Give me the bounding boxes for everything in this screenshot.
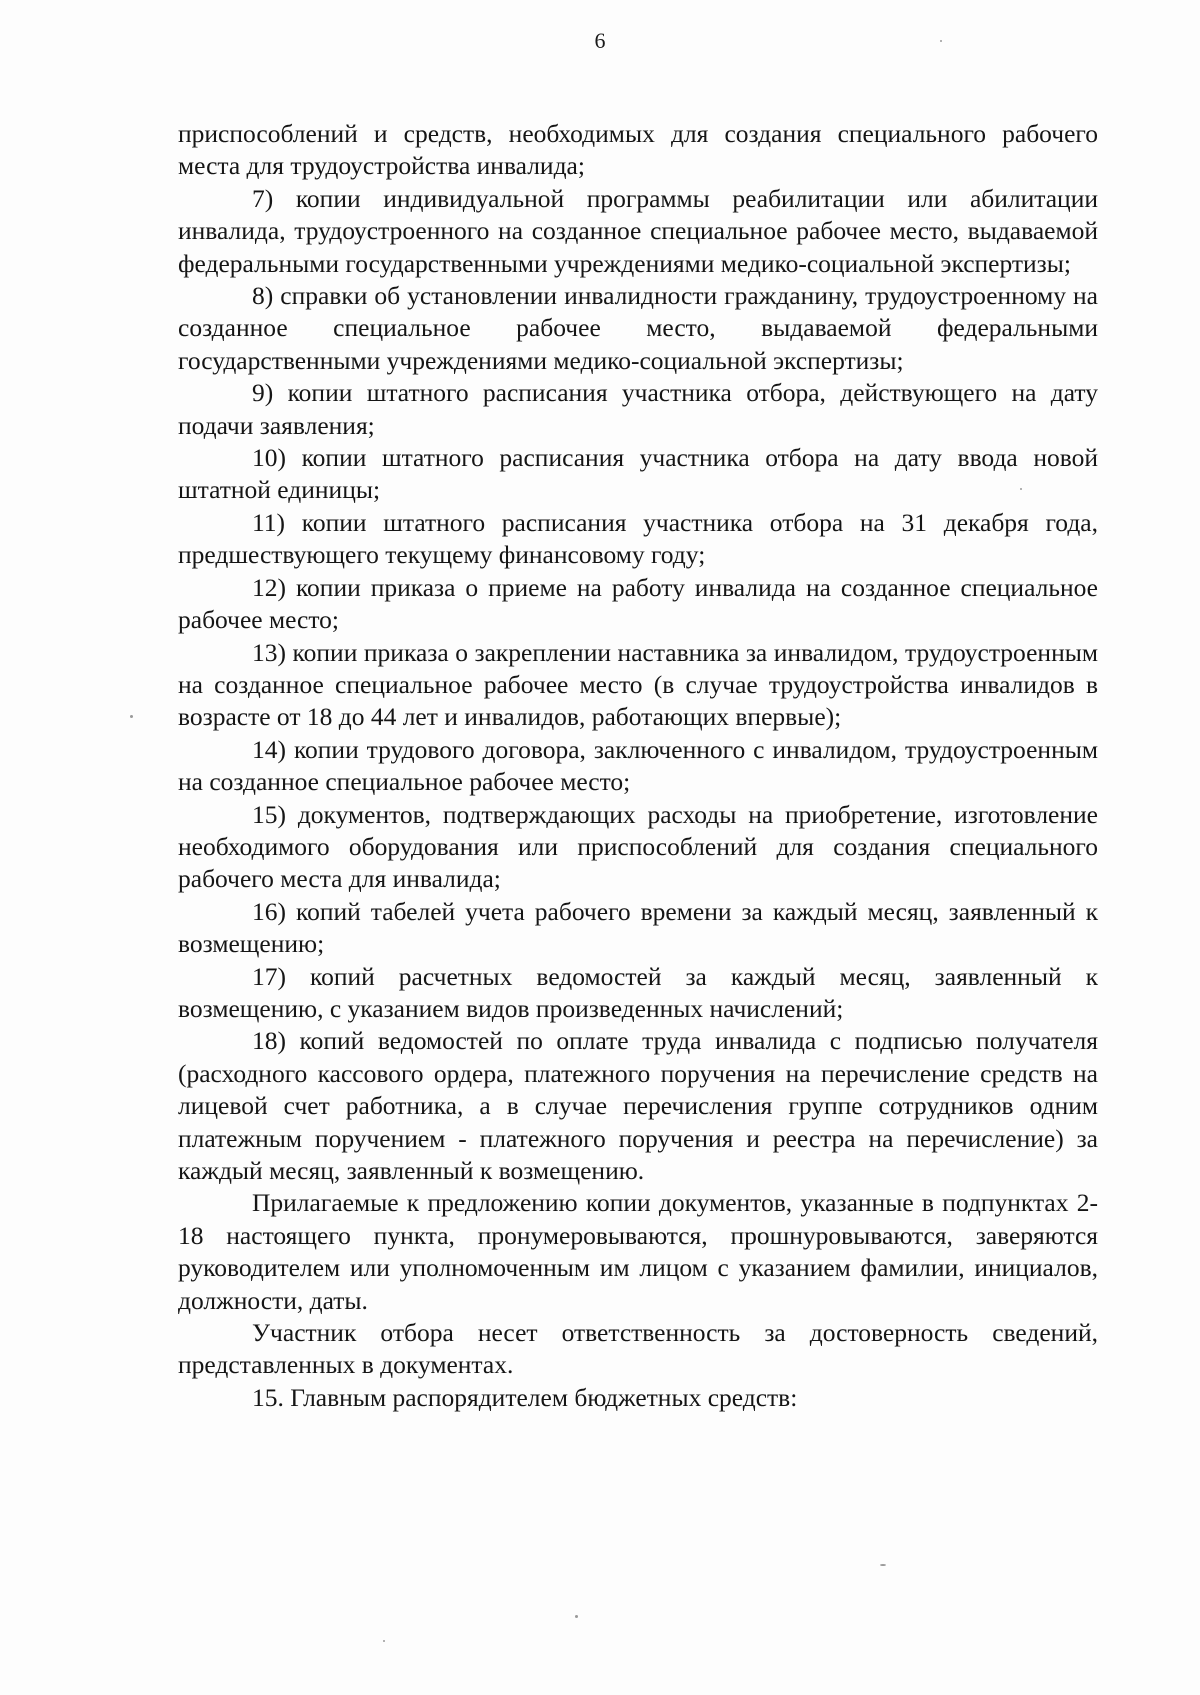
paragraph-item-10: 10) копии штатного расписания участника отбора на дату ввода новой штатной единицы;	[178, 443, 1098, 505]
paragraph-attached-copies: Прилагаемые к предложению копии документов, указанные в подпунктах 2-18 настоящего пункта, пронумеровываются, прошнуровываются, заверяются руководителем или уполномоченным им лицом с указанием фамилии, инициалов, должности, даты.	[178, 1188, 1098, 1315]
document-body	[178, 118, 1098, 1414]
paragraph-item-9: 9) копии штатного расписания участника отбора, действующего на дату подачи заявления;	[178, 378, 1098, 440]
paragraph-item-7: 7) копии индивидуальной программы реабилитации или абилитации инвалида, трудоустроенного на созданное специальное рабочее место, выдаваемой федеральными государственными учреждениями медико-социальной экспертизы;	[178, 183, 1098, 278]
paragraph-section-15: 15. Главным распорядителем бюджетных средств:	[252, 1382, 798, 1412]
scan-speck	[383, 1640, 385, 1642]
paragraph-item-8: 8) справки об установлении инвалидности гражданину, трудоустроенному на созданное специальное рабочее место, выдаваемой федеральными государственными учреждениями медико-социальной экспертизы;	[178, 281, 1098, 375]
paragraph-item-18: 18) копий ведомостей по оплате труда инвалида с подписью получателя (расходного кассового ордера, платежного поручения на перечисление средств на лицевой счет работника, а в случае перечисления группе сотрудников одним платежным поручением - платежного поручения и реестра на перечисление) за каждый месяц, заявленный к возмещению.	[178, 1026, 1098, 1185]
scan-speck	[1020, 488, 1022, 490]
paragraph-item-15: 15) документов, подтверждающих расходы на приобретение, изготовление необходимого оборудования или приспособлений для создания специального рабочего места для инвалида;	[178, 799, 1098, 894]
paragraph-continuation: приспособлений и средств, необходимых для создания специального рабочего места для трудоустройства инвалида;	[178, 119, 1098, 181]
paragraph-item-12: 12) копии приказа о приеме на работу инвалида на созданное специальное рабочее место;	[178, 572, 1098, 635]
paragraph-item-16: 16) копий табелей учета рабочего времени за каждый месяц, заявленный к возмещению;	[178, 896, 1098, 959]
paragraph-item-14: 14) копии трудового договора, заключенного с инвалидом, трудоустроенным на созданное специальное рабочее место;	[178, 734, 1098, 797]
paragraph-item-13: 13) копии приказа о закреплении наставника за инвалидом, трудоустроенным на созданное специальное рабочее место (в случае трудоустройства инвалидов в возрасте от 18 до 44 лет и инвалидов, работающих впервые);	[178, 637, 1098, 732]
paragraph-item-11: 11) копии штатного расписания участника отбора на 31 декабря года, предшествующего текущему финансовому году;	[178, 507, 1098, 570]
scan-speck	[940, 40, 942, 42]
scan-speck	[130, 715, 133, 718]
scan-speck	[575, 1615, 578, 1618]
paragraph-item-17: 17) копий расчетных ведомостей за каждый месяц, заявленный к возмещению, с указанием видов произведенных начислений;	[178, 961, 1098, 1023]
paragraph-responsibility: Участник отбора несет ответственность за достоверность сведений, представленных в документах.	[178, 1318, 1098, 1380]
page-number: 6	[594, 28, 606, 53]
scan-speck	[880, 1564, 886, 1566]
